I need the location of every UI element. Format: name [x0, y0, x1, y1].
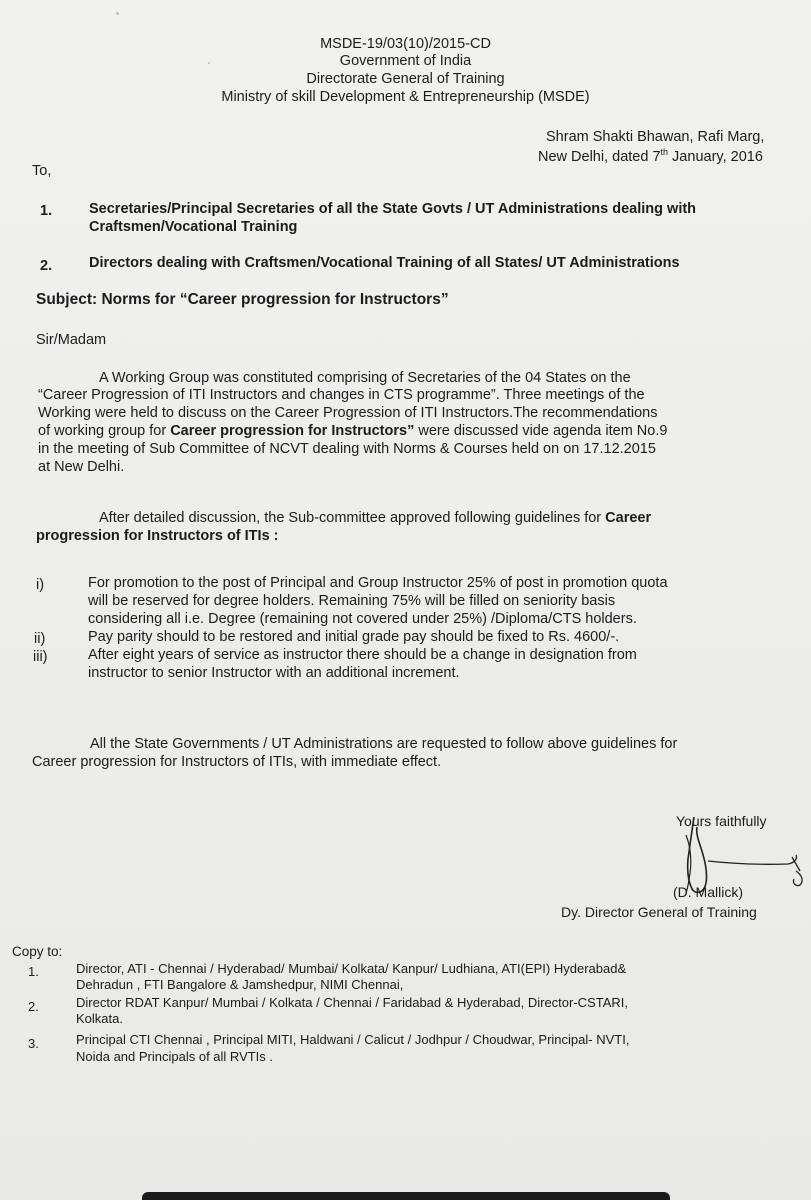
para2-line1-bold: Career — [605, 510, 652, 526]
salutation: Sir/Madam — [36, 332, 107, 348]
para1-line1: A Working Group was constituted comprising of Secretaries of the 04 States on the — [99, 370, 631, 386]
guideline-1-line1: For promotion to the post of Principal and Group Instructor 25% of post in promotion quota — [88, 575, 668, 591]
copy-1-line1: Director, ATI - Chennai / Hyderabad/ Mumbai/ Kolkata/ Kanpur/ Ludhiana, ATI(EPI) Hyderabad& — [76, 961, 627, 976]
guideline-number: i) — [36, 577, 45, 593]
signatory-name: (D. Mallick) — [673, 884, 743, 900]
guideline-3-line1: After eight years of service as instructor there should be a change in designation from — [88, 647, 637, 663]
date-rest: January, 2016 — [668, 148, 763, 165]
guideline-1-line3: considering all i.e. Degree (remaining not covered under 25%) /Diploma/CTS holders. — [88, 611, 637, 627]
ministry-line: Ministry of skill Development & Entrepreneurship (MSDE) — [221, 89, 590, 105]
recipient-number: 2. — [40, 258, 53, 274]
guideline-1-line2: will be reserved for degree holders. Remaining 75% will be filled on seniority basis — [88, 593, 616, 609]
recipient-1-line2: Craftsmen/Vocational Training — [89, 219, 298, 235]
guideline-number: iii) — [33, 649, 48, 665]
para1-line4-text: of working group for — [38, 423, 171, 439]
subject-label: Subject: — [36, 291, 98, 308]
yours-faithfully: Yours faithfully — [676, 813, 767, 829]
subject-line — [36, 290, 449, 309]
recipient-1-line1: Secretaries/Principal Secretaries of all the State Govts / UT Administrations dealing with — [89, 201, 697, 217]
guideline-3-line2: instructor to senior Instructor with an additional increment. — [88, 665, 460, 681]
copy-to-label: Copy to: — [12, 944, 63, 959]
para1-line4 — [38, 422, 775, 441]
copy-3-line1: Principal CTI Chennai , Principal MITI, Haldwani / Calicut / Jodhpur / Choudwar, Principal- NVTI, — [76, 1032, 630, 1047]
reference-number: MSDE-19/03(10)/2015-CD — [320, 36, 491, 52]
para1-line5: in the meeting of Sub Committee of NCVT dealing with Norms & Courses held on on 17.12.2015 — [38, 441, 656, 457]
date-text: New Delhi, dated 7 — [538, 148, 661, 165]
copy-number: 1. — [28, 964, 39, 979]
subject-text: Norms for “Career progression for Instructors” — [97, 291, 449, 308]
para3-line1: All the State Governments / UT Administrations are requested to follow above guidelines for — [90, 736, 678, 752]
guideline-2-line1: Pay parity should to be restored and initial grade pay should be fixed to Rs. 4600/-. — [88, 629, 620, 645]
para3-line2: Career progression for Instructors of ITIs, with immediate effect. — [32, 754, 442, 770]
para2-line1-text: After detailed discussion, the Sub-committee approved following guidelines for — [99, 510, 606, 526]
para1-line2: “Career Progression of ITI Instructors and changes in CTS programme”. Three meetings of the — [38, 387, 645, 403]
copy-1-line2: Dehradun , FTI Bangalore & Jamshedpur, NIMI Chennai, — [76, 977, 404, 992]
para1-line6: at New Delhi. — [38, 459, 125, 475]
para2-line1 — [99, 509, 651, 528]
home-indicator-bar[interactable] — [142, 1192, 670, 1200]
date-line — [538, 147, 763, 165]
government-line: Government of India — [339, 53, 472, 69]
recipient-2-line1: Directors dealing with Craftsmen/Vocational Training of all States/ UT Administrations — [89, 255, 680, 271]
copy-3-line2: Noida and Principals of all RVTIs . — [76, 1049, 274, 1064]
copy-2-line1: Director RDAT Kanpur/ Mumbai / Kolkata / Chennai / Faridabad & Hyderabad, Director-CSTARI, — [76, 995, 628, 1010]
guideline-number: ii) — [34, 631, 46, 647]
para1-line3: Working were held to discuss on the Career Progression of ITI Instructors.The recommendations — [38, 405, 658, 421]
date-suffix: th — [660, 147, 669, 157]
para2-line2: progression for Instructors of ITIs : — [36, 528, 279, 544]
recipient-number: 1. — [40, 203, 53, 219]
para1-line4-rest: were discussed vide agenda item No.9 — [414, 423, 668, 439]
to-label: To, — [32, 163, 52, 179]
copy-number: 2. — [28, 999, 39, 1014]
copy-number: 3. — [28, 1036, 39, 1051]
scan-speck — [116, 12, 119, 15]
directorate-line: Directorate General of Training — [306, 71, 505, 87]
signatory-designation: Dy. Director General of Training — [561, 904, 757, 920]
para1-line4-bold: Career progression for Instructors” — [170, 423, 415, 439]
address-line: Shram Shakti Bhawan, Rafi Marg, — [546, 129, 765, 145]
copy-2-line2: Kolkata. — [76, 1011, 123, 1026]
